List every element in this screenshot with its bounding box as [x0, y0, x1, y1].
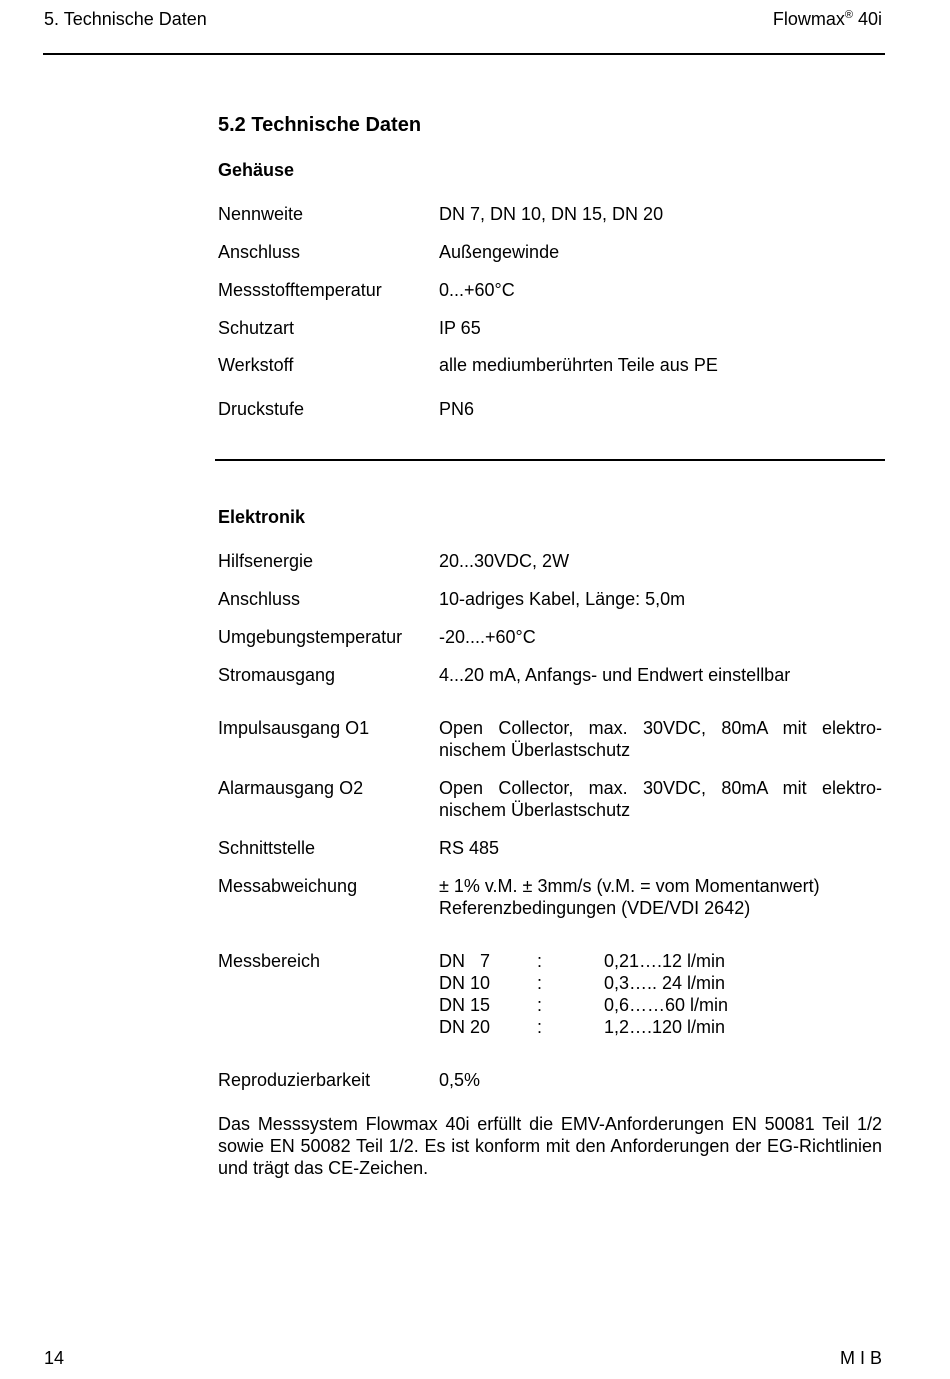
spec-value: Open Collector, max. 30VDC, 80mA mit elektro-nischem Überlastschutz: [439, 718, 882, 760]
section-divider: [215, 459, 885, 461]
spec-label: Messstofftemperatur: [218, 280, 382, 300]
spec-label: Nennweite: [218, 204, 304, 224]
footer-company: M I B: [839, 1348, 882, 1368]
spec-value: DN 7, DN 10, DN 15, DN 20: [439, 204, 664, 224]
spec-value: 10-adriges Kabel, Länge: 5,0m: [439, 589, 686, 609]
spec-value: PN6: [439, 399, 475, 419]
spec-value: IP 65: [439, 318, 481, 338]
spec-label: Druckstufe: [218, 399, 305, 419]
range-dn: DN 7: [439, 951, 491, 971]
spec-label: Schnittstelle: [218, 838, 316, 858]
range-separator: :: [537, 973, 543, 993]
spec-label: Anschluss: [218, 242, 301, 262]
header-divider: [43, 53, 885, 55]
spec-value: 0,5%: [439, 1070, 481, 1090]
spec-value-line2: Referenzbedingungen (VDE/VDI 2642): [439, 898, 751, 918]
spec-value: ± 1% v.M. ± 3mm/s (v.M. = vom Momentanwert): [439, 876, 820, 896]
spec-label: Anschluss: [218, 589, 301, 609]
spec-value: 20...30VDC, 2W: [439, 551, 570, 571]
page-number: 14: [44, 1348, 65, 1368]
spec-label: Stromausgang: [218, 665, 336, 685]
spec-value: Open Collector, max. 30VDC, 80mA mit elektro-nischem Überlastschutz: [439, 778, 882, 820]
range-separator: :: [537, 995, 543, 1015]
range-dn: DN 10: [439, 973, 491, 993]
registered-mark: ®: [844, 9, 853, 21]
spec-label: Alarmausgang O2: [218, 778, 364, 798]
header-product-name: [773, 8, 882, 30]
product-name: Flowmax: [772, 9, 845, 29]
spec-label: Hilfsenergie: [218, 551, 314, 571]
range-value: 0,21….12 l/min: [604, 951, 726, 971]
spec-value: Außengewinde: [439, 242, 560, 262]
range-separator: :: [537, 1017, 543, 1037]
spec-label: Reproduzierbarkeit: [218, 1070, 371, 1090]
section-heading-elektronik: Elektronik: [218, 507, 306, 527]
spec-label: Messabweichung: [218, 876, 358, 896]
section-heading-gehaeuse: Gehäuse: [218, 160, 295, 180]
spec-value: 4...20 mA, Anfangs- und Endwert einstellbar: [439, 665, 791, 685]
spec-label: Werkstoff: [218, 355, 294, 375]
product-model: 40i: [852, 9, 882, 29]
conformity-note: Das Messsystem Flowmax 40i erfüllt die EMV-Anforderungen EN 50081 Teil 1/2 sowie EN 50082 Teil 1/2. Es ist konform mit den Anforderungen der EG-Richtlinien und trägt das CE-Zeichen.: [218, 1114, 882, 1178]
range-dn: DN 20: [439, 1017, 491, 1037]
spec-value: RS 485: [439, 838, 500, 858]
spec-label: Umgebungstemperatur: [218, 627, 403, 647]
range-value: 0,3….. 24 l/min: [604, 973, 726, 993]
range-dn: DN 15: [439, 995, 491, 1015]
range-separator: :: [537, 951, 543, 971]
spec-label: Impulsausgang O1: [218, 718, 370, 738]
range-value: 0,6……60 l/min: [604, 995, 729, 1015]
spec-label: Messbereich: [218, 951, 321, 971]
spec-value: -20....+60°C: [439, 627, 536, 647]
range-value: 1,2….120 l/min: [604, 1017, 726, 1037]
spec-value: alle mediumberührten Teile aus PE: [439, 355, 718, 375]
spec-value: 0...+60°C: [439, 280, 515, 300]
header-section-title: 5. Technische Daten: [44, 9, 207, 29]
page-title: 5.2 Technische Daten: [218, 114, 422, 136]
spec-label: Schutzart: [218, 318, 295, 338]
